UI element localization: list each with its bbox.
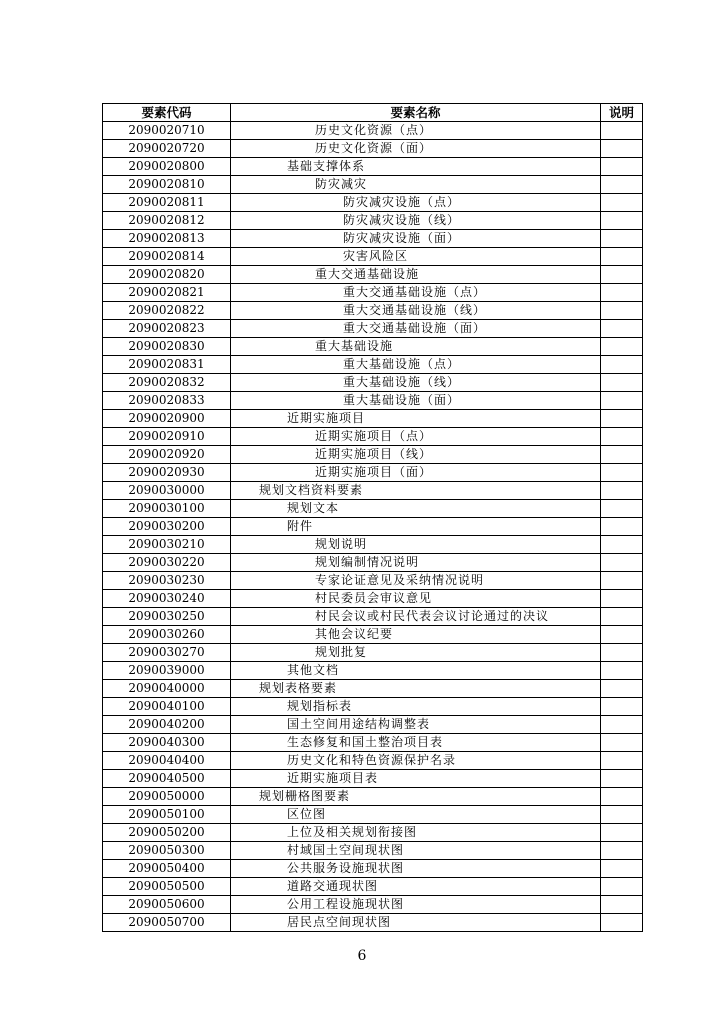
table-row bbox=[103, 806, 643, 824]
element-name-cell: 重大交通基础设施 bbox=[231, 266, 601, 284]
note-cell bbox=[601, 518, 643, 536]
element-code-cell: 2090020920 bbox=[103, 446, 231, 464]
element-name-cell: 重大基础设施（面） bbox=[231, 392, 601, 410]
element-name-cell: 规划批复 bbox=[231, 644, 601, 662]
note-cell bbox=[601, 860, 643, 878]
note-cell bbox=[601, 788, 643, 806]
element-name-cell: 规划编制情况说明 bbox=[231, 554, 601, 572]
note-cell bbox=[601, 824, 643, 842]
table-row bbox=[103, 554, 643, 572]
element-code-cell: 2090050600 bbox=[103, 896, 231, 914]
table-row bbox=[103, 392, 643, 410]
element-code-cell: 2090020720 bbox=[103, 140, 231, 158]
element-code-cell: 2090020823 bbox=[103, 320, 231, 338]
element-name-cell: 历史文化资源（点） bbox=[231, 122, 601, 140]
note-cell bbox=[601, 752, 643, 770]
note-cell bbox=[601, 914, 643, 932]
element-code-cell: 2090030250 bbox=[103, 608, 231, 626]
element-code-cell: 2090020833 bbox=[103, 392, 231, 410]
element-code-cell: 2090020831 bbox=[103, 356, 231, 374]
element-name-cell: 专家论证意见及采纳情况说明 bbox=[231, 572, 601, 590]
element-code-cell: 2090020813 bbox=[103, 230, 231, 248]
element-name-cell: 村民委员会审议意见 bbox=[231, 590, 601, 608]
note-cell bbox=[601, 734, 643, 752]
element-name-cell: 近期实施项目（面） bbox=[231, 464, 601, 482]
element-name-cell: 重大基础设施（线） bbox=[231, 374, 601, 392]
element-code-cell: 2090020821 bbox=[103, 284, 231, 302]
element-code-cell: 2090050700 bbox=[103, 914, 231, 932]
note-cell bbox=[601, 338, 643, 356]
note-cell bbox=[601, 356, 643, 374]
note-cell bbox=[601, 698, 643, 716]
element-code-cell: 2090020710 bbox=[103, 122, 231, 140]
note-cell bbox=[601, 194, 643, 212]
table-row bbox=[103, 716, 643, 734]
note-cell bbox=[601, 428, 643, 446]
element-name-cell: 基础支撑体系 bbox=[231, 158, 601, 176]
table-row bbox=[103, 896, 643, 914]
element-code-cell: 2090020814 bbox=[103, 248, 231, 266]
element-code-cell: 2090030220 bbox=[103, 554, 231, 572]
element-name-cell: 公用工程设施现状图 bbox=[231, 896, 601, 914]
element-code-cell: 2090020810 bbox=[103, 176, 231, 194]
element-name-cell: 近期实施项目（点） bbox=[231, 428, 601, 446]
element-code-cell: 2090020811 bbox=[103, 194, 231, 212]
element-code-cell: 2090020910 bbox=[103, 428, 231, 446]
table-row bbox=[103, 914, 643, 932]
table-row bbox=[103, 500, 643, 518]
table-row bbox=[103, 428, 643, 446]
table-row bbox=[103, 284, 643, 302]
element-name-cell: 规划指标表 bbox=[231, 698, 601, 716]
note-cell bbox=[601, 446, 643, 464]
element-code-cell: 2090039000 bbox=[103, 662, 231, 680]
element-name-cell: 区位图 bbox=[231, 806, 601, 824]
element-code-cell: 2090040500 bbox=[103, 770, 231, 788]
element-code-cell: 2090030100 bbox=[103, 500, 231, 518]
table-row bbox=[103, 266, 643, 284]
table-row bbox=[103, 608, 643, 626]
note-cell bbox=[601, 770, 643, 788]
table-row bbox=[103, 698, 643, 716]
note-cell bbox=[601, 608, 643, 626]
table-row bbox=[103, 482, 643, 500]
table-row bbox=[103, 356, 643, 374]
table-row bbox=[103, 338, 643, 356]
table-row bbox=[103, 878, 643, 896]
element-name-cell: 附件 bbox=[231, 518, 601, 536]
element-code-cell: 2090040000 bbox=[103, 680, 231, 698]
note-cell bbox=[601, 320, 643, 338]
element-name-cell: 公共服务设施现状图 bbox=[231, 860, 601, 878]
element-code-cell: 2090040400 bbox=[103, 752, 231, 770]
element-name-cell: 居民点空间现状图 bbox=[231, 914, 601, 932]
element-name-cell: 重大交通基础设施（点） bbox=[231, 284, 601, 302]
note-cell bbox=[601, 374, 643, 392]
element-code-cell: 2090030270 bbox=[103, 644, 231, 662]
header-name: 要素名称 bbox=[231, 104, 601, 122]
element-name-cell: 防灾减灾设施（面） bbox=[231, 230, 601, 248]
page-number: 6 bbox=[357, 948, 367, 964]
note-cell bbox=[601, 572, 643, 590]
table-row bbox=[103, 410, 643, 428]
note-cell bbox=[601, 392, 643, 410]
element-code-cell: 2090050300 bbox=[103, 842, 231, 860]
element-code-cell: 2090020822 bbox=[103, 302, 231, 320]
element-code-cell: 2090040300 bbox=[103, 734, 231, 752]
element-name-cell: 上位及相关规划衔接图 bbox=[231, 824, 601, 842]
element-name-cell: 规划说明 bbox=[231, 536, 601, 554]
element-code-cell: 2090040100 bbox=[103, 698, 231, 716]
element-name-cell: 历史文化和特色资源保护名录 bbox=[231, 752, 601, 770]
element-code-cell: 2090050400 bbox=[103, 860, 231, 878]
table-row bbox=[103, 122, 643, 140]
element-name-cell: 重大基础设施 bbox=[231, 338, 601, 356]
note-cell bbox=[601, 644, 643, 662]
note-cell bbox=[601, 536, 643, 554]
table-row bbox=[103, 770, 643, 788]
element-code-cell: 2090050100 bbox=[103, 806, 231, 824]
table-row bbox=[103, 824, 643, 842]
element-name-cell: 村域国土空间现状图 bbox=[231, 842, 601, 860]
table-row bbox=[103, 626, 643, 644]
table-body bbox=[103, 122, 643, 932]
table-row bbox=[103, 140, 643, 158]
element-name-cell: 规划文本 bbox=[231, 500, 601, 518]
note-cell bbox=[601, 626, 643, 644]
element-name-cell: 其他文档 bbox=[231, 662, 601, 680]
table-row bbox=[103, 194, 643, 212]
table-row bbox=[103, 842, 643, 860]
element-name-cell: 灾害风险区 bbox=[231, 248, 601, 266]
table-row bbox=[103, 248, 643, 266]
note-cell bbox=[601, 248, 643, 266]
element-name-cell: 生态修复和国土整治项目表 bbox=[231, 734, 601, 752]
element-code-cell: 2090040200 bbox=[103, 716, 231, 734]
table-row bbox=[103, 302, 643, 320]
table-row bbox=[103, 212, 643, 230]
table-row bbox=[103, 590, 643, 608]
table-row bbox=[103, 680, 643, 698]
element-code-cell: 2090030210 bbox=[103, 536, 231, 554]
table-row bbox=[103, 446, 643, 464]
note-cell bbox=[601, 122, 643, 140]
element-code-cell: 2090030260 bbox=[103, 626, 231, 644]
table-row bbox=[103, 374, 643, 392]
element-code-table bbox=[102, 103, 643, 932]
note-cell bbox=[601, 590, 643, 608]
table-row bbox=[103, 518, 643, 536]
table-row bbox=[103, 788, 643, 806]
note-cell bbox=[601, 410, 643, 428]
table-row bbox=[103, 464, 643, 482]
element-code-cell: 2090020800 bbox=[103, 158, 231, 176]
element-code-cell: 2090020930 bbox=[103, 464, 231, 482]
element-name-cell: 村民会议或村民代表会议讨论通过的决议 bbox=[231, 608, 601, 626]
note-cell bbox=[601, 158, 643, 176]
element-code-cell: 2090030000 bbox=[103, 482, 231, 500]
table-row bbox=[103, 572, 643, 590]
element-code-cell: 2090030230 bbox=[103, 572, 231, 590]
element-name-cell: 重大交通基础设施（面） bbox=[231, 320, 601, 338]
note-cell bbox=[601, 284, 643, 302]
element-code-cell: 2090020820 bbox=[103, 266, 231, 284]
element-code-cell: 2090030240 bbox=[103, 590, 231, 608]
table-row bbox=[103, 320, 643, 338]
element-name-cell: 规划栅格图要素 bbox=[231, 788, 601, 806]
note-cell bbox=[601, 500, 643, 518]
element-name-cell: 规划表格要素 bbox=[231, 680, 601, 698]
table-row bbox=[103, 734, 643, 752]
note-cell bbox=[601, 176, 643, 194]
element-name-cell: 防灾减灾 bbox=[231, 176, 601, 194]
element-name-cell: 其他会议纪要 bbox=[231, 626, 601, 644]
note-cell bbox=[601, 482, 643, 500]
note-cell bbox=[601, 266, 643, 284]
element-name-cell: 防灾减灾设施（点） bbox=[231, 194, 601, 212]
element-code-cell: 2090020832 bbox=[103, 374, 231, 392]
note-cell bbox=[601, 896, 643, 914]
table-row bbox=[103, 176, 643, 194]
element-code-cell: 2090050500 bbox=[103, 878, 231, 896]
element-name-cell: 防灾减灾设施（线） bbox=[231, 212, 601, 230]
note-cell bbox=[601, 806, 643, 824]
note-cell bbox=[601, 464, 643, 482]
element-code-cell: 2090020830 bbox=[103, 338, 231, 356]
table-header-row bbox=[103, 104, 643, 122]
element-name-cell: 国土空间用途结构调整表 bbox=[231, 716, 601, 734]
table-row bbox=[103, 536, 643, 554]
table-row bbox=[103, 230, 643, 248]
element-code-cell: 2090050000 bbox=[103, 788, 231, 806]
table-row bbox=[103, 644, 643, 662]
element-name-cell: 历史文化资源（面） bbox=[231, 140, 601, 158]
header-note: 说明 bbox=[601, 104, 643, 122]
note-cell bbox=[601, 212, 643, 230]
element-code-cell: 2090020900 bbox=[103, 410, 231, 428]
note-cell bbox=[601, 554, 643, 572]
note-cell bbox=[601, 302, 643, 320]
element-name-cell: 重大交通基础设施（线） bbox=[231, 302, 601, 320]
header-code: 要素代码 bbox=[103, 104, 231, 122]
note-cell bbox=[601, 878, 643, 896]
element-code-cell: 2090050200 bbox=[103, 824, 231, 842]
element-name-cell: 近期实施项目 bbox=[231, 410, 601, 428]
element-name-cell: 近期实施项目（线） bbox=[231, 446, 601, 464]
table-row bbox=[103, 860, 643, 878]
element-name-cell: 重大基础设施（点） bbox=[231, 356, 601, 374]
note-cell bbox=[601, 230, 643, 248]
note-cell bbox=[601, 716, 643, 734]
element-name-cell: 规划文档资料要素 bbox=[231, 482, 601, 500]
table-row bbox=[103, 662, 643, 680]
note-cell bbox=[601, 140, 643, 158]
element-code-cell: 2090030200 bbox=[103, 518, 231, 536]
note-cell bbox=[601, 842, 643, 860]
table-row bbox=[103, 752, 643, 770]
table-row bbox=[103, 158, 643, 176]
element-name-cell: 近期实施项目表 bbox=[231, 770, 601, 788]
note-cell bbox=[601, 680, 643, 698]
element-code-cell: 2090020812 bbox=[103, 212, 231, 230]
element-name-cell: 道路交通现状图 bbox=[231, 878, 601, 896]
note-cell bbox=[601, 662, 643, 680]
